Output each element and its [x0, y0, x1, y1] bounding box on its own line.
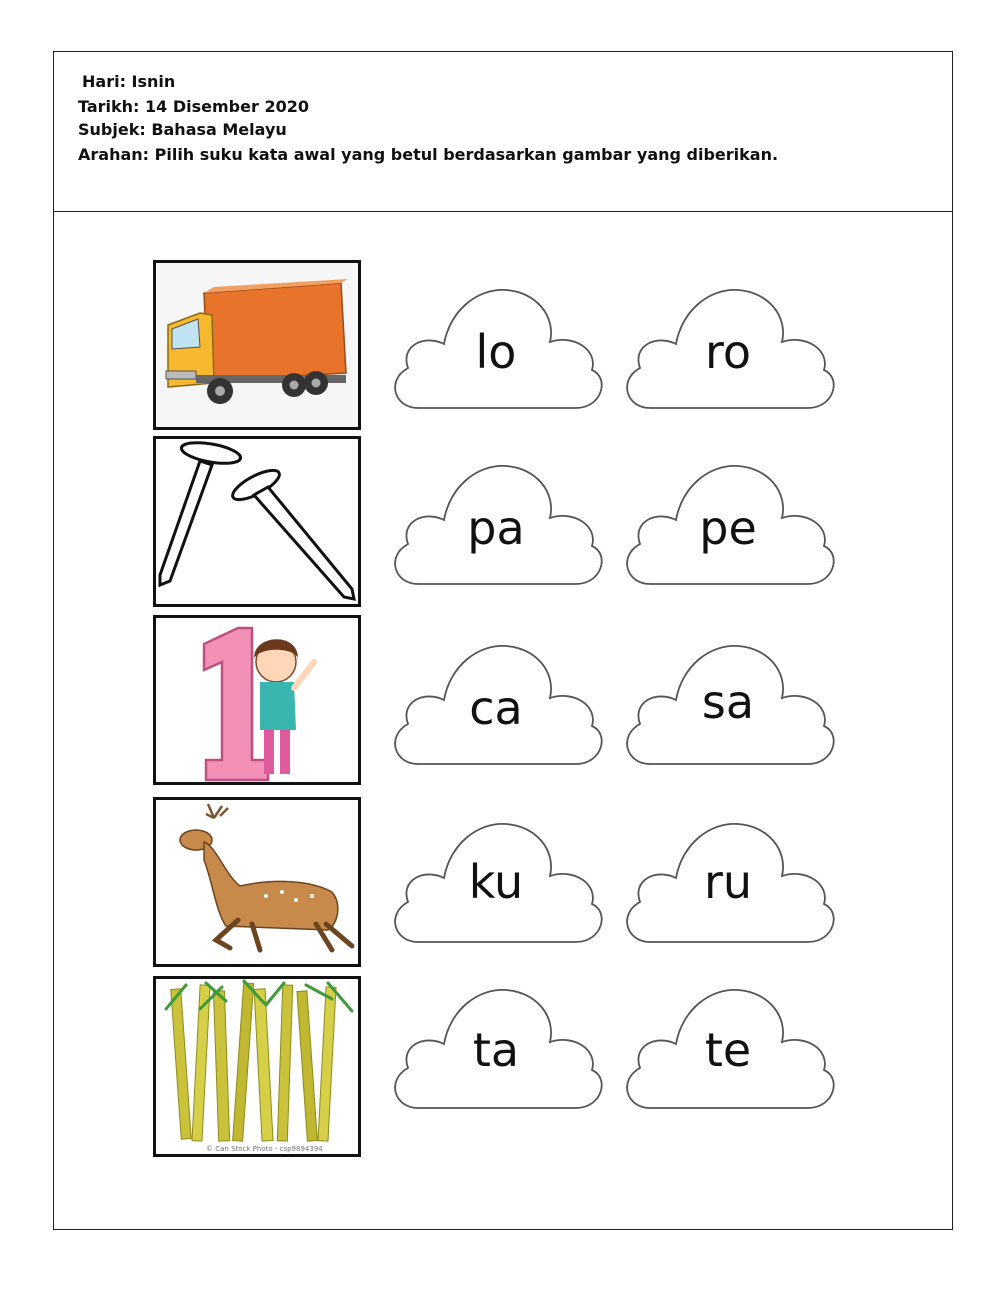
option-cloud[interactable] — [388, 980, 604, 1118]
option-label: sa — [701, 675, 755, 729]
number-one-girl-icon — [156, 618, 358, 782]
subject-line: Subjek: Bahasa Melayu — [78, 120, 287, 139]
nails-icon — [156, 439, 358, 604]
instruction-line: Arahan: Pilih suku kata awal yang betul berdasarkan gambar yang diberikan. — [78, 145, 779, 164]
option-label: ca — [469, 681, 523, 735]
deer-picture — [153, 797, 361, 967]
option-label: ta — [472, 1023, 520, 1077]
sugarcane-picture — [153, 976, 361, 1157]
option-cloud[interactable] — [388, 814, 604, 952]
option-label: ru — [703, 855, 753, 909]
option-cloud[interactable] — [620, 814, 836, 952]
lorry-icon — [156, 263, 358, 427]
option-cloud[interactable] — [620, 280, 836, 418]
option-cloud[interactable] — [620, 636, 836, 774]
option-cloud[interactable] — [388, 280, 604, 418]
sugarcane-watermark: © Can Stock Photo - csp9894394 — [206, 1145, 323, 1153]
nails-picture — [153, 436, 361, 607]
day-line: Hari: Isnin — [82, 72, 176, 91]
option-label: pe — [699, 501, 757, 555]
deer-icon — [156, 800, 358, 964]
option-cloud[interactable] — [620, 456, 836, 594]
option-label: ku — [468, 855, 524, 909]
date-line: Tarikh: 14 Disember 2020 — [78, 97, 309, 116]
sugarcane-icon — [156, 979, 358, 1154]
header-divider — [53, 211, 953, 212]
option-cloud[interactable] — [620, 980, 836, 1118]
option-label: ro — [704, 325, 752, 379]
option-label: lo — [475, 325, 517, 379]
option-label: pa — [467, 501, 525, 555]
lorry-picture — [153, 260, 361, 430]
number-one-picture — [153, 615, 361, 785]
option-label: te — [704, 1023, 752, 1077]
option-cloud[interactable] — [388, 456, 604, 594]
option-cloud[interactable] — [388, 636, 604, 774]
